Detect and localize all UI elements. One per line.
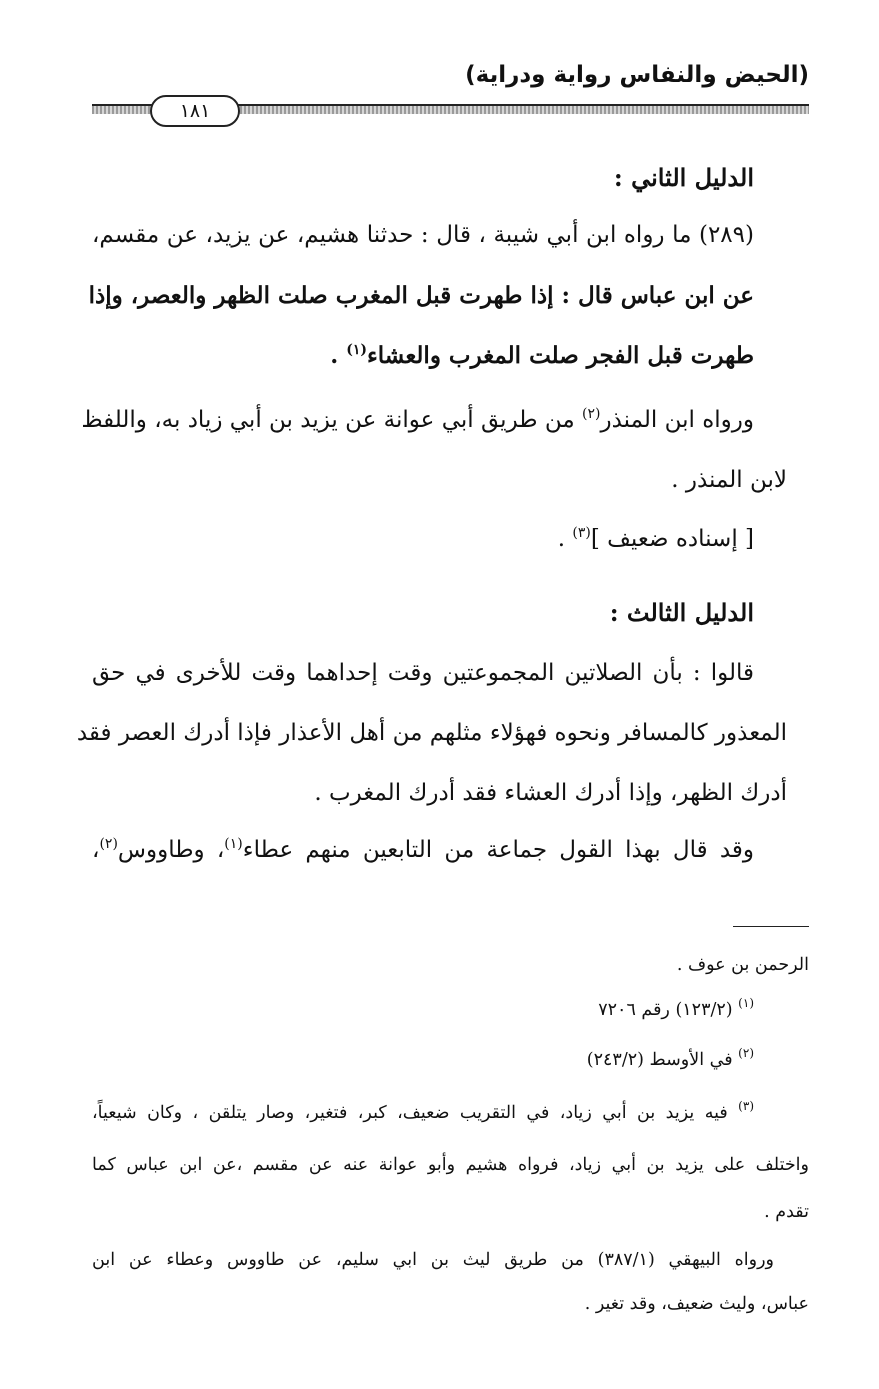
body-text: ورواه ابن المنذر	[600, 407, 754, 433]
footnote-ref: (٢)	[582, 406, 601, 422]
footnote-ref: (١)	[346, 342, 367, 358]
isnad-ruling: [ إسناده ضعيف ]	[590, 526, 754, 552]
footnote-line: ورواه البيهقي (٣٨٧/١) من طريق ليث بن ابي سليم، عن طاووس وعطاء عن ابن	[92, 1250, 774, 1270]
footnote-1	[598, 995, 754, 1025]
footnote-ref: (١)	[224, 836, 243, 852]
body-text: طهرت قبل الفجر صلت المغرب والعشاء	[366, 342, 754, 369]
footnote-number: (٢)	[738, 1046, 754, 1060]
footnote-2	[587, 1045, 754, 1075]
body-text: .	[330, 342, 347, 369]
running-title: (الحيض والنفاس رواية ودراية)	[465, 62, 809, 88]
body-line	[558, 521, 754, 557]
body-text: ،	[92, 837, 100, 863]
body-line: قالوا : بأن الصلاتين المجموعتين وقت إحداهما وقت للأخرى في حق	[92, 660, 754, 686]
footnote-rule	[733, 926, 809, 927]
body-line	[81, 402, 754, 438]
footnote-line: واختلف على يزيد بن أبي زياد، فرواه هشيم وأبو عوانة عنه عن مقسم ،عن ابن عباس كما	[92, 1155, 809, 1175]
body-line: أدرك الظهر، وإذا أدرك العشاء فقد أدرك المغرب .	[314, 780, 787, 806]
footnote-number: (١)	[738, 996, 754, 1010]
heading-third-evidence: الدليل الثالث :	[609, 598, 754, 627]
footnote-carryover: الرحمن بن عوف .	[676, 955, 809, 975]
page-number: ١٨١	[150, 95, 240, 127]
heading-second-evidence: الدليل الثاني :	[613, 163, 754, 192]
body-line: (٢٨٩) ما رواه ابن أبي شيبة ، قال : حدثنا هشيم، عن يزيد، عن مقسم،	[92, 222, 754, 248]
body-line: لابن المنذر .	[671, 467, 787, 493]
footnote-number: (٣)	[738, 1099, 754, 1113]
footnote-text: (١٢٣/٢) رقم ٧٢٠٦	[598, 1000, 739, 1020]
body-text: وقد قال بهذا القول جماعة من التابعين منهم عطاء	[242, 837, 754, 863]
body-line	[92, 832, 754, 868]
footnote-line: تقدم .	[764, 1202, 809, 1222]
body-text: ، وطاووس	[117, 837, 225, 863]
footnote-text: فيه يزيد بن أبي زياد، في التقريب ضعيف، كبر، فتغير، وصار يتلقن ، وكان شيعياً،	[92, 1103, 739, 1123]
body-line: المعذور كالمسافر ونحوه فهؤلاء مثلهم من أهل الأعذار فإذا أدرك العصر فقد	[76, 720, 787, 746]
body-text: من طريق أبي عوانة عن يزيد بن أبي زياد به، واللفظ	[81, 407, 583, 433]
footnote-text: في الأوسط (٢٤٣/٢)	[586, 1050, 739, 1070]
footnote-line: عباس، وليث ضعيف، وقد تغير .	[584, 1294, 809, 1314]
body-line	[330, 338, 754, 374]
footnote-ref: (٣)	[572, 525, 591, 541]
body-line: عن ابن عباس قال : إذا طهرت قبل المغرب صلت الظهر والعصر، وإذا	[88, 282, 754, 309]
body-text: .	[557, 526, 573, 552]
footnote-3	[92, 1098, 754, 1128]
footnote-ref: (٢)	[99, 836, 118, 852]
